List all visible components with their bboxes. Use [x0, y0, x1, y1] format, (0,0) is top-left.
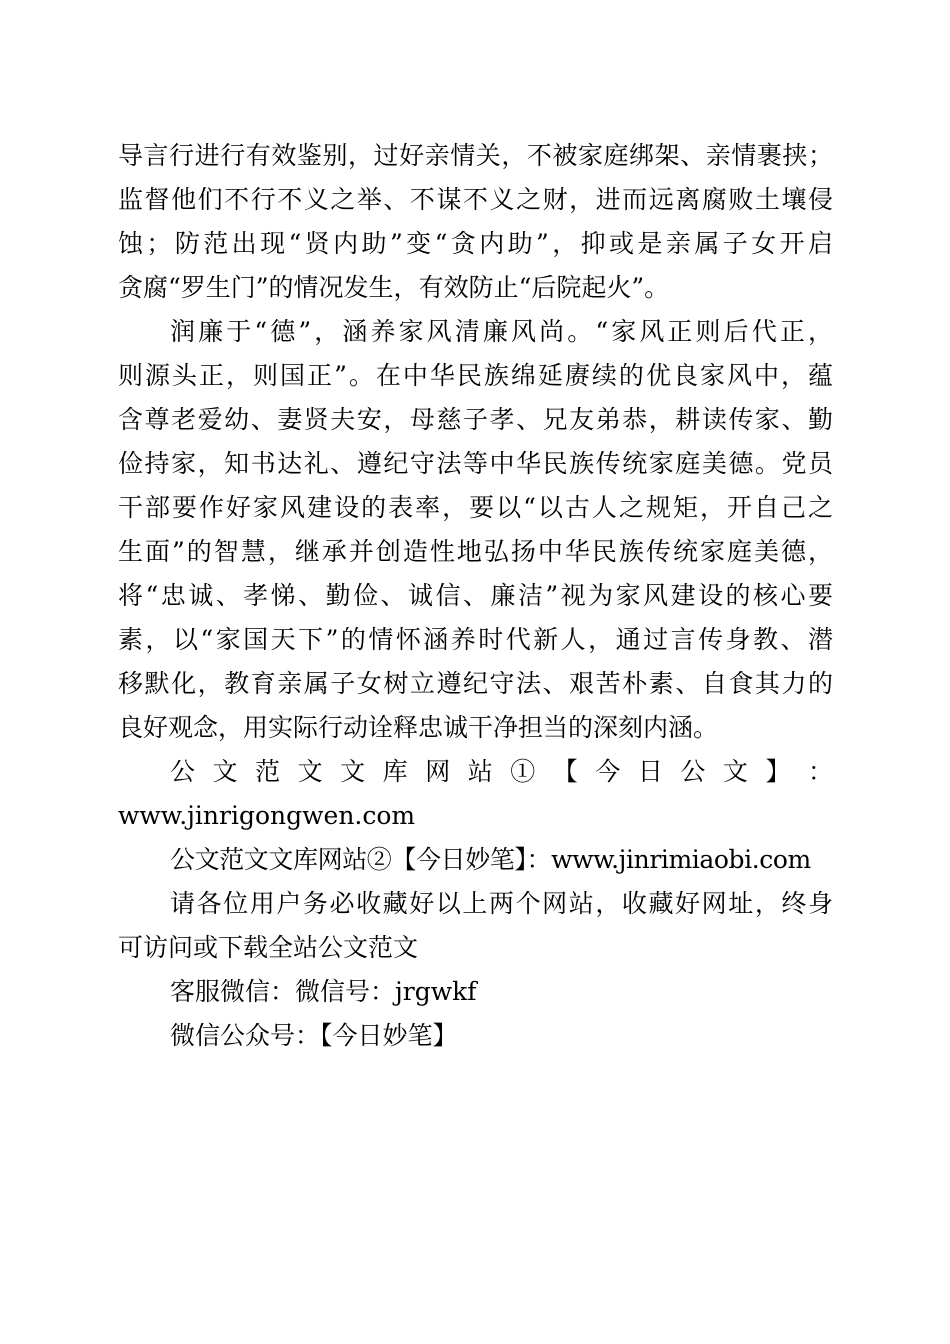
text-line: 则源头正，则国正”。在中华民族绵延赓续的优良家风中，蕴 — [118, 361, 833, 390]
text-line: 生面”的智慧，继承并创造性地弘扬中华民族传统家庭美德， — [118, 537, 833, 566]
text-line: 俭持家，知书达礼、遵纪守法等中华民族传统家庭美德。党员 — [118, 449, 833, 478]
paragraph-customer-service — [118, 970, 833, 1014]
paragraph-wechat-account — [118, 1014, 833, 1058]
paragraph-family-supervision — [118, 134, 833, 310]
text-line: 蚀；防范出现“贤内助”变“贪内助”，抑或是亲属子女开启 — [118, 229, 833, 258]
text-line: 客服微信：微信号：jrgwkf — [170, 977, 477, 1006]
text-line: 含尊老爱幼、妻贤夫安，母慈子孝、兄友弟恭，耕读传家、勤 — [118, 405, 833, 434]
text-line: 移默化，教育亲属子女树立遵纪守法、艰苦朴素、自食其力的 — [118, 669, 833, 698]
document-body — [118, 134, 833, 1058]
website-link[interactable]: 公文范文文库网站②【今日妙笔】：www.jinrimiaobi.com — [170, 845, 811, 874]
text-line: 润廉于“德”，涵养家风清廉风尚。“家风正则后代正， — [170, 317, 833, 346]
paragraph-website-2 — [118, 838, 833, 882]
paragraph-website-1 — [118, 750, 833, 838]
text-line: 干部要作好家风建设的表率，要以“以古人之规矩，开自己之 — [118, 493, 833, 522]
text-line: 监督他们不行不义之举、不谋不义之财，进而远离腐败土壤侵 — [118, 185, 833, 214]
text-line: 良好观念，用实际行动诠释忠诚干净担当的深刻内涵。 — [118, 713, 719, 742]
paragraph-family-virtue — [118, 310, 833, 750]
text-line: 公 文 范 文 文 库 网 站 ① 【 今 日 公 文 】 ： — [170, 757, 833, 786]
text-line: 导言行进行有效鉴别，过好亲情关，不被家庭绑架、亲情裹挟； — [118, 141, 833, 170]
text-line: 微信公众号：【今日妙笔】 — [170, 1021, 458, 1050]
text-line: 将“忠诚、孝悌、勤俭、诚信、廉洁”视为家风建设的核心要 — [118, 581, 833, 610]
text-line: 贪腐“罗生门”的情况发生，有效防止“后院起火”。 — [118, 273, 670, 302]
text-line: 可访问或下载全站公文范文 — [118, 933, 419, 962]
text-line: 请各位用户务必收藏好以上两个网站，收藏好网址，终身 — [170, 889, 833, 918]
text-line: 素，以“家国天下”的情怀涵养时代新人，通过言传身教、潜 — [118, 625, 833, 654]
paragraph-bookmark-notice — [118, 882, 833, 970]
website-link[interactable]: www.jinrigongwen.com — [118, 801, 416, 830]
